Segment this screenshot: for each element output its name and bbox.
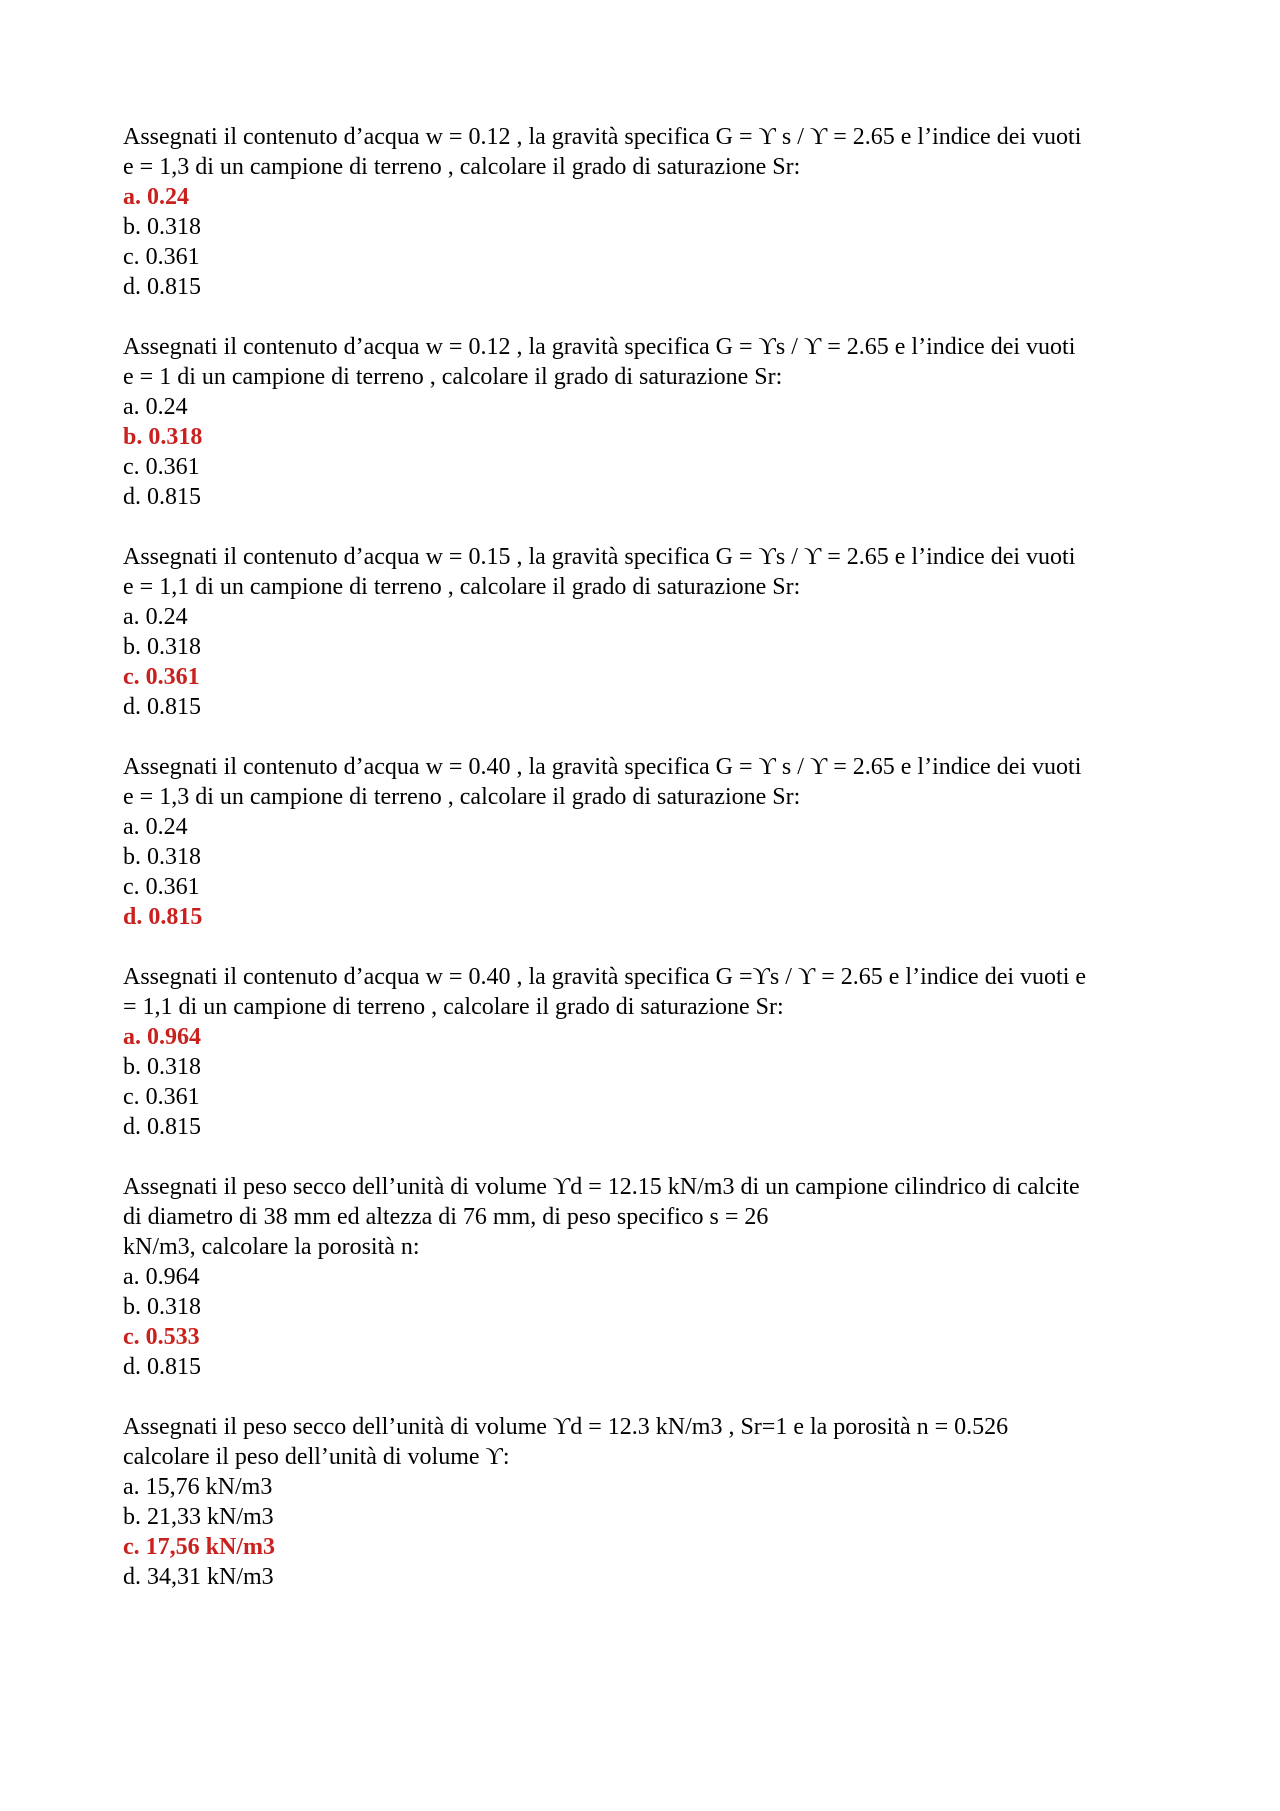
answer-option: b. 0.318	[123, 214, 201, 240]
answer-option: a. 0.24	[123, 394, 188, 420]
answer-option: d. 0.815	[123, 694, 201, 720]
answer-option: b. 0.318	[123, 844, 201, 870]
question-stem-line: Assegnati il contenuto d’acqua w = 0.40 , la gravità specifica G =ϒs / ϒ = 2.65 e l’indice dei vuoti e	[123, 964, 1087, 990]
correct-answer-option: c. 0.533	[123, 1324, 200, 1350]
answer-option: d. 34,31 kN/m3	[123, 1564, 274, 1590]
question-stem	[123, 122, 1168, 182]
question-stem	[123, 1172, 1168, 1262]
correct-answer-option: a. 0.964	[123, 1024, 201, 1050]
answer-option: a. 0.964	[123, 1264, 200, 1290]
question-block	[123, 122, 1168, 302]
question-block	[123, 1412, 1168, 1592]
quiz-content	[123, 122, 1168, 1622]
answer-option: a. 15,76 kN/m3	[123, 1474, 273, 1500]
question-block	[123, 752, 1168, 932]
answer-option: d. 0.815	[123, 1114, 201, 1140]
question-stem-line: Assegnati il contenuto d’acqua w = 0.12 , la gravità specifica G = ϒs / ϒ = 2.65 e l’indice dei vuoti	[123, 334, 1076, 360]
answer-option: a. 0.24	[123, 604, 188, 630]
question-stem-line: Assegnati il contenuto d’acqua w = 0.15 , la gravità specifica G = ϒs / ϒ = 2.65 e l’indice dei vuoti	[123, 544, 1076, 570]
answer-option: a. 0.24	[123, 814, 188, 840]
correct-answer-option: b. 0.318	[123, 424, 203, 450]
question-block	[123, 332, 1168, 512]
correct-answer-option: c. 0.361	[123, 664, 200, 690]
question-stem	[123, 542, 1168, 602]
question-stem-line: Assegnati il contenuto d’acqua w = 0.40 , la gravità specifica G = ϒ s / ϒ = 2.65 e l’indice dei vuoti	[123, 754, 1082, 780]
answer-option: b. 21,33 kN/m3	[123, 1504, 274, 1530]
question-stem-line: e = 1,3 di un campione di terreno , calcolare il grado di saturazione Sr:	[123, 784, 801, 810]
answer-option: c. 0.361	[123, 1084, 200, 1110]
answer-option: c. 0.361	[123, 454, 200, 480]
question-block	[123, 1172, 1168, 1382]
question-stem-line: Assegnati il contenuto d’acqua w = 0.12 , la gravità specifica G = ϒ s / ϒ = 2.65 e l’indice dei vuoti	[123, 124, 1082, 150]
question-stem-line: di diametro di 38 mm ed altezza di 76 mm, di peso specifico s = 26	[123, 1204, 769, 1230]
answer-option: b. 0.318	[123, 1294, 201, 1320]
answer-option: d. 0.815	[123, 1354, 201, 1380]
correct-answer-option: d. 0.815	[123, 904, 203, 930]
answer-option: b. 0.318	[123, 634, 201, 660]
answer-option: c. 0.361	[123, 874, 200, 900]
question-stem	[123, 332, 1168, 392]
answer-option: b. 0.318	[123, 1054, 201, 1080]
correct-answer-option: c. 17,56 kN/m3	[123, 1534, 275, 1560]
correct-answer-option: a. 0.24	[123, 184, 189, 210]
question-stem-line: = 1,1 di un campione di terreno , calcolare il grado di saturazione Sr:	[123, 994, 784, 1020]
question-stem	[123, 1412, 1168, 1472]
question-stem-line: e = 1,1 di un campione di terreno , calcolare il grado di saturazione Sr:	[123, 574, 801, 600]
question-stem	[123, 752, 1168, 812]
question-stem-line: kN/m3, calcolare la porosità n:	[123, 1234, 420, 1260]
question-block	[123, 542, 1168, 722]
answer-option: d. 0.815	[123, 274, 201, 300]
question-stem-line: calcolare il peso dell’unità di volume ϒ:	[123, 1444, 510, 1470]
question-stem-line: e = 1,3 di un campione di terreno , calcolare il grado di saturazione Sr:	[123, 154, 801, 180]
answer-option: c. 0.361	[123, 244, 200, 270]
question-stem-line: Assegnati il peso secco dell’unità di volume ϒd = 12.15 kN/m3 di un campione cilindrico di calcite	[123, 1174, 1080, 1200]
question-block	[123, 962, 1168, 1142]
question-stem	[123, 962, 1168, 1022]
question-stem-line: e = 1 di un campione di terreno , calcolare il grado di saturazione Sr:	[123, 364, 783, 390]
answer-option: d. 0.815	[123, 484, 201, 510]
question-stem-line: Assegnati il peso secco dell’unità di volume ϒd = 12.3 kN/m3 , Sr=1 e la porosità n = 0.526	[123, 1414, 1009, 1440]
